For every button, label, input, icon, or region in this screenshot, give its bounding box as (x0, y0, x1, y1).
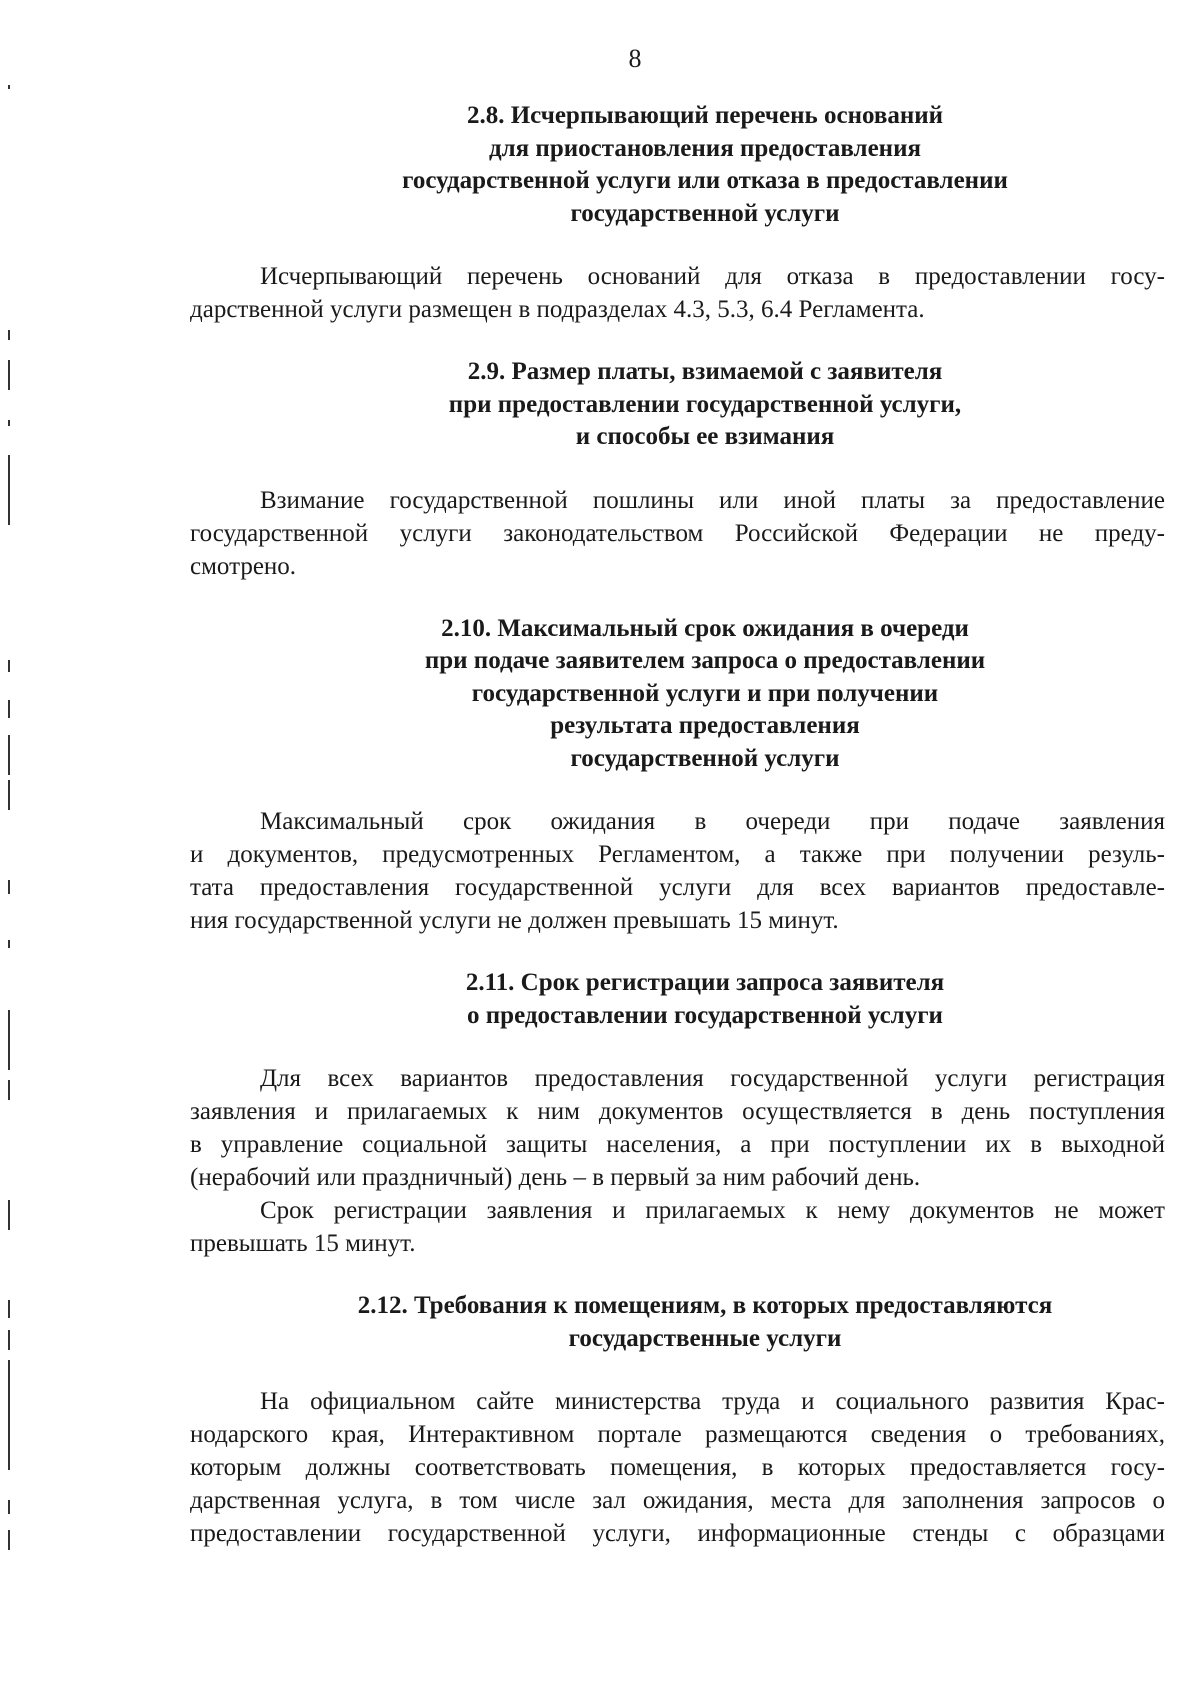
paragraph-line: Для всех вариантов предоставления государственной услуги регистрация (260, 1065, 1165, 1092)
scan-mark (8, 735, 10, 775)
scan-mark (8, 85, 10, 89)
scan-mark (8, 940, 10, 948)
scan-mark (8, 660, 10, 672)
heading-line: для приостановления предоставления (488, 134, 922, 162)
heading-line: 2.8. Исчерпывающий перечень оснований (466, 102, 944, 129)
paragraph-line: ния государственной услуги не должен превышать 15 минут. (190, 907, 839, 934)
document-body (190, 100, 1165, 1550)
paragraph-line: заявления и прилагаемых к ним документов осуществляется в день поступления (190, 1098, 1165, 1125)
scan-mark (8, 1400, 10, 1430)
paragraph-line: в управление социальной защиты населения, а при поступлении их в выходной (190, 1131, 1165, 1158)
heading-line: 2.12. Требования к помещениям, в которых предоставляются (357, 1292, 1053, 1319)
scan-mark (8, 360, 10, 390)
scan-mark (8, 1010, 10, 1070)
heading-line: при предоставлении государственной услуги, (448, 390, 962, 418)
heading-line: государственной услуги и при получении (471, 679, 939, 707)
scan-mark (8, 880, 10, 894)
heading-line: при подаче заявителем запроса о предоставлении (424, 647, 986, 674)
heading-line: государственные услуги (568, 1324, 842, 1352)
paragraph-line: смотрено. (190, 552, 297, 580)
scan-mark (8, 780, 10, 810)
scan-mark (8, 1300, 10, 1318)
paragraph-line: (нерабочий или праздничный) день – в первый за ним рабочий день. (190, 1164, 921, 1191)
heading-line: результата предоставления (550, 712, 860, 739)
heading-line: и способы ее взимания (575, 423, 835, 450)
paragraph-line: дарственная услуга, в том числе зал ожидания, места для заполнения запросов о (190, 1487, 1165, 1514)
scan-mark (8, 1430, 10, 1470)
scan-artifacts (0, 0, 20, 1697)
heading-line: государственной услуги или отказа в предоставлении (402, 167, 1008, 194)
scan-mark (8, 330, 10, 340)
paragraph (190, 484, 1165, 583)
paragraph (190, 1062, 1165, 1194)
paragraph-line: На официальном сайте министерства труда и социального развития Крас- (260, 1388, 1165, 1415)
heading-line: о предоставлении государственной услуги (467, 1001, 943, 1029)
paragraph-line: предоставлении государственной услуги, информационные стенды с образцами (190, 1520, 1165, 1547)
paragraph (190, 1194, 1165, 1260)
heading-line: 2.10. Максимальный срок ожидания в очереди (441, 614, 969, 642)
paragraph-line: Взимание государственной пошлины или иной платы за предоставление (260, 486, 1165, 514)
section-heading (190, 356, 1165, 454)
heading-line: 2.11. Срок регистрации запроса заявителя (465, 969, 945, 996)
heading-line: 2.9. Размер платы, взимаемой с заявителя (467, 358, 943, 385)
section-heading (190, 613, 1165, 776)
scan-mark (8, 1530, 10, 1550)
page-number: 8 (628, 44, 642, 73)
paragraph-line: нодарского края, Интерактивном портале размещаются сведения о требованиях, (190, 1421, 1165, 1448)
paragraph-line: Исчерпывающий перечень оснований для отказа в предоставлении госу- (260, 263, 1165, 290)
section-heading (190, 100, 1165, 230)
paragraph (190, 805, 1165, 937)
paragraph (190, 1385, 1165, 1550)
paragraph-line: превышать 15 минут. (190, 1230, 416, 1257)
section-heading (190, 1290, 1165, 1355)
scan-mark (8, 1500, 10, 1514)
heading-line: государственной услуги (570, 744, 840, 772)
scan-mark (8, 1360, 10, 1400)
section-heading (190, 967, 1165, 1032)
paragraph-line: государственной услуги законодательством Российской Федерации не преду- (190, 519, 1165, 547)
paragraph-line: Срок регистрации заявления и прилагаемых к нему документов не может (260, 1197, 1165, 1224)
scan-mark (8, 1330, 10, 1350)
paragraph-line: которым должны соответствовать помещения, в которых предоставляется госу- (190, 1454, 1165, 1481)
paragraph-line: и документов, предусмотренных Регламентом, а также при получении резуль- (190, 841, 1165, 868)
paragraph-line: дарственной услуги размещен в подразделах 4.3, 5.3, 6.4 Регламента. (190, 296, 925, 323)
paragraph-line: тата предоставления государственной услуги для всех вариантов предоставле- (190, 874, 1165, 901)
scan-mark (8, 1080, 10, 1100)
paragraph (190, 260, 1165, 326)
scan-mark (8, 700, 10, 718)
scan-mark (8, 455, 10, 525)
heading-line: государственной услуги (570, 199, 840, 227)
paragraph-line: Максимальный срок ожидания в очереди при подаче заявления (260, 808, 1165, 835)
scan-mark (8, 1200, 10, 1230)
scan-mark (8, 420, 10, 426)
